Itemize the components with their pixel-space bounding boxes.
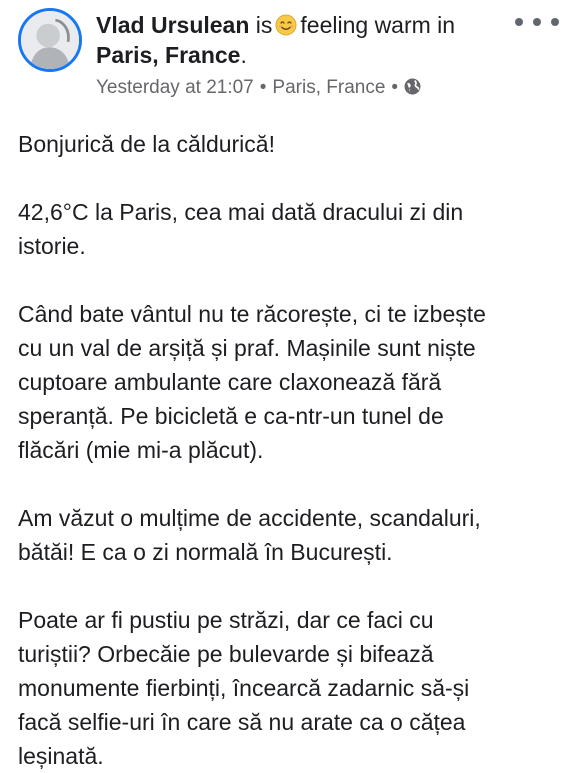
- more-options-button[interactable]: [515, 10, 559, 34]
- author-name[interactable]: Vlad Ursulean: [96, 12, 250, 38]
- avatar[interactable]: [18, 8, 82, 72]
- ellipsis-dot-icon: [551, 18, 559, 26]
- post-paragraph: 42,6°C la Paris, cea mai dată dracului zi din istorie.: [18, 199, 464, 259]
- ellipsis-dot-icon: [533, 18, 541, 26]
- place-link[interactable]: Paris, France: [96, 42, 241, 68]
- post-paragraph: Bonjurică de la căldurică!: [18, 131, 275, 157]
- separator-dot: •: [259, 77, 267, 98]
- globe-icon[interactable]: [404, 78, 421, 95]
- feeling-prefix: is: [255, 12, 273, 38]
- post-paragraph: Poate ar fi pustiu pe străzi, dar ce faci cu turiștii? Orbecăie pe bulevarde și bifează monumente fierbinți, încearcă zadarnic să-și facă selfie-uri în care să nu arate ca o cățea leșinată.: [18, 607, 470, 769]
- post-paragraph: Când bate vântul nu te răcorește, ci te izbește cu un val de arșiță și praf. Mașinile sunt niște cuptoare ambulante care claxonează fără speranță. Pe bicicletă e ca-ntr-un tunel de flăcări (mie mi-a plăcut).: [18, 301, 486, 463]
- profile-picture: [21, 11, 79, 69]
- feeling-text: feeling warm in: [300, 12, 456, 38]
- smiling-face-emoji-icon: [275, 14, 297, 36]
- post-paragraph: Am văzut o mulțime de accidente, scandaluri, bătăi! E ca o zi normală în București.: [18, 505, 481, 565]
- separator-dot: •: [391, 77, 399, 98]
- location-link[interactable]: Paris, France: [272, 77, 386, 98]
- place-suffix: .: [240, 42, 247, 68]
- post-header: [96, 10, 506, 70]
- ellipsis-dot-icon: [515, 18, 523, 26]
- post-meta: [96, 76, 421, 100]
- post-body: [18, 127, 558, 773]
- timestamp-link[interactable]: Yesterday at 21:07: [96, 77, 254, 98]
